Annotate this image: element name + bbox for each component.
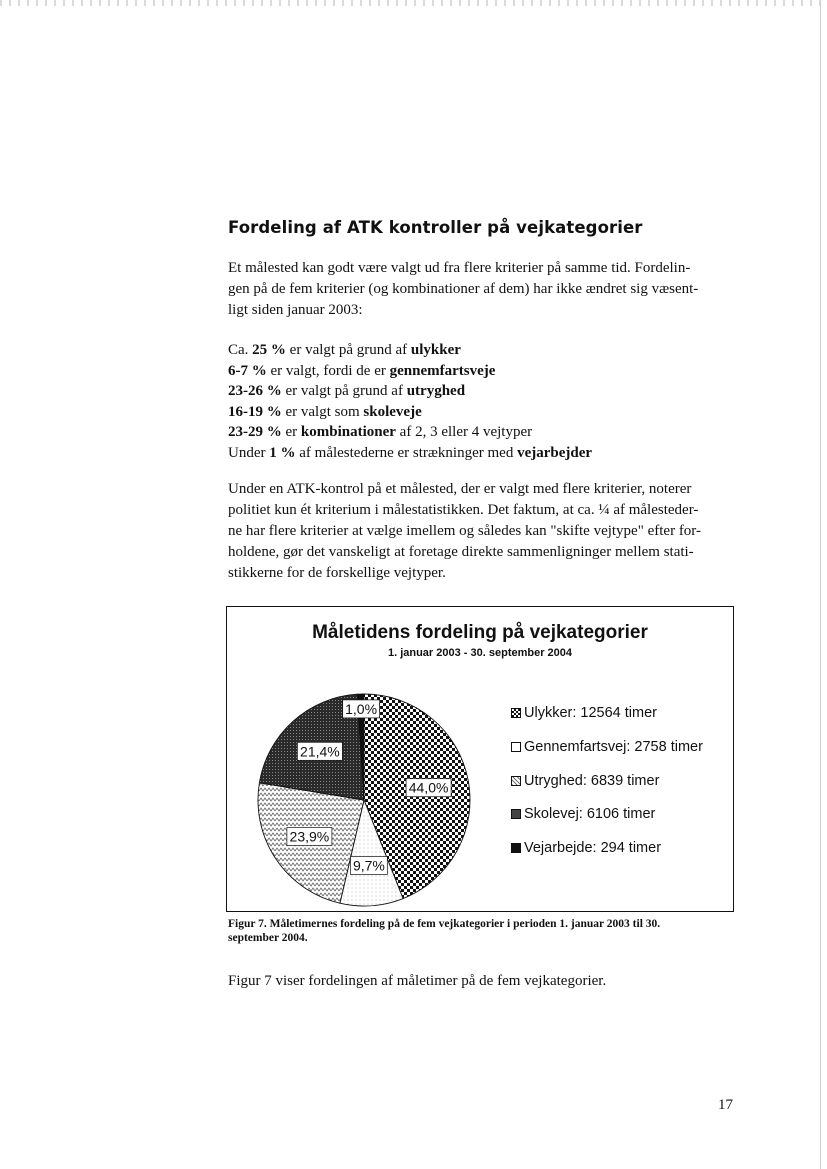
legend-item-gennemfartsvej: Gennemfartsvej: 2758 timer <box>511 739 703 755</box>
intro-line: gen på de fem kriterier (og kombinationer af dem) har ikke ændret sig væsent- <box>228 281 699 297</box>
legend-item-utryghed: Utryghed: 6839 timer <box>511 773 659 789</box>
page-number: 17 <box>718 1097 733 1113</box>
legend-swatch-icon <box>511 742 521 752</box>
intro-line: ligt siden januar 2003: <box>228 302 363 318</box>
scan-edge-top <box>0 0 827 6</box>
legend-item-vejarbejde: Vejarbejde: 294 timer <box>511 840 661 856</box>
criteria-item: Ca. 25 % er valgt på grund af ulykker <box>228 342 461 358</box>
data-label-vejarbejde: 1,0% <box>345 700 378 717</box>
criteria-item: 16-19 % er valgt som skoleveje <box>228 403 422 420</box>
figure-caption <box>228 917 738 945</box>
scan-edge-right <box>820 0 821 1169</box>
chart-subtitle: 1. januar 2003 - 30. september 2004 <box>387 647 573 659</box>
intro-paragraph <box>228 258 740 321</box>
caption-line: Figur 7. Måletimernes fordeling på de fem vejkategorier i perioden 1. januar 2003 til 30. <box>228 918 661 930</box>
body-paragraph <box>228 479 740 584</box>
intro-line: Et målested kan godt være valgt ud fra flere kriterier på samme tid. Fordelin- <box>228 260 691 276</box>
body-line: ne har flere kriterier at vælge imellem og således kan "skifte vejtype" efter for- <box>228 523 701 539</box>
legend-swatch-icon <box>511 843 521 853</box>
chart-title: Måletidens fordeling på vejkategorier <box>312 622 648 643</box>
legend-swatch-icon <box>511 809 521 819</box>
closing-sentence: Figur 7 viser fordelingen af måletimer på de fem vejkategorier. <box>228 973 607 989</box>
criteria-item: 23-26 % er valgt på grund af utryghed <box>228 383 466 399</box>
section-heading: Fordeling af ATK kontroller på vejkategorier <box>228 218 643 237</box>
criteria-item: 23-29 % er kombinationer af 2, 3 eller 4 vejtyper <box>228 424 533 440</box>
legend-item-skolevej: Skolevej: 6106 timer <box>511 806 655 822</box>
data-label-ulykker: 44,0% <box>408 779 449 796</box>
legend-swatch-icon <box>511 708 521 718</box>
legend-swatch-icon <box>511 776 521 786</box>
legend-item-ulykker: Ulykker: 12564 timer <box>511 705 657 721</box>
caption-line: september 2004. <box>228 932 308 944</box>
data-label-skolevej: 21,4% <box>300 743 340 760</box>
criteria-list <box>228 340 592 463</box>
criteria-item: 6-7 % er valgt, fordi de er gennemfartsveje <box>228 362 496 379</box>
body-line: holdene, gør det vanskeligt at foretage direkte sammenligninger mellem stati- <box>228 544 694 560</box>
pie-plot <box>227 607 735 913</box>
pie-chart <box>226 606 734 912</box>
criteria-item: Under 1 % af målestederne er strækninger med vejarbejder <box>228 444 593 461</box>
data-label-gennemfartsvej: 9,7% <box>352 857 385 874</box>
data-label-utryghed: 23,9% <box>289 828 330 845</box>
body-line: politiet kun ét kriterium i målestatistikken. Det faktum, at ca. ¼ af målesteder- <box>228 502 699 518</box>
body-line: stikkerne for de forskellige vejtyper. <box>228 565 446 581</box>
body-line: Under en ATK-kontrol på et målested, der er valgt med flere kriterier, noterer <box>228 481 692 497</box>
